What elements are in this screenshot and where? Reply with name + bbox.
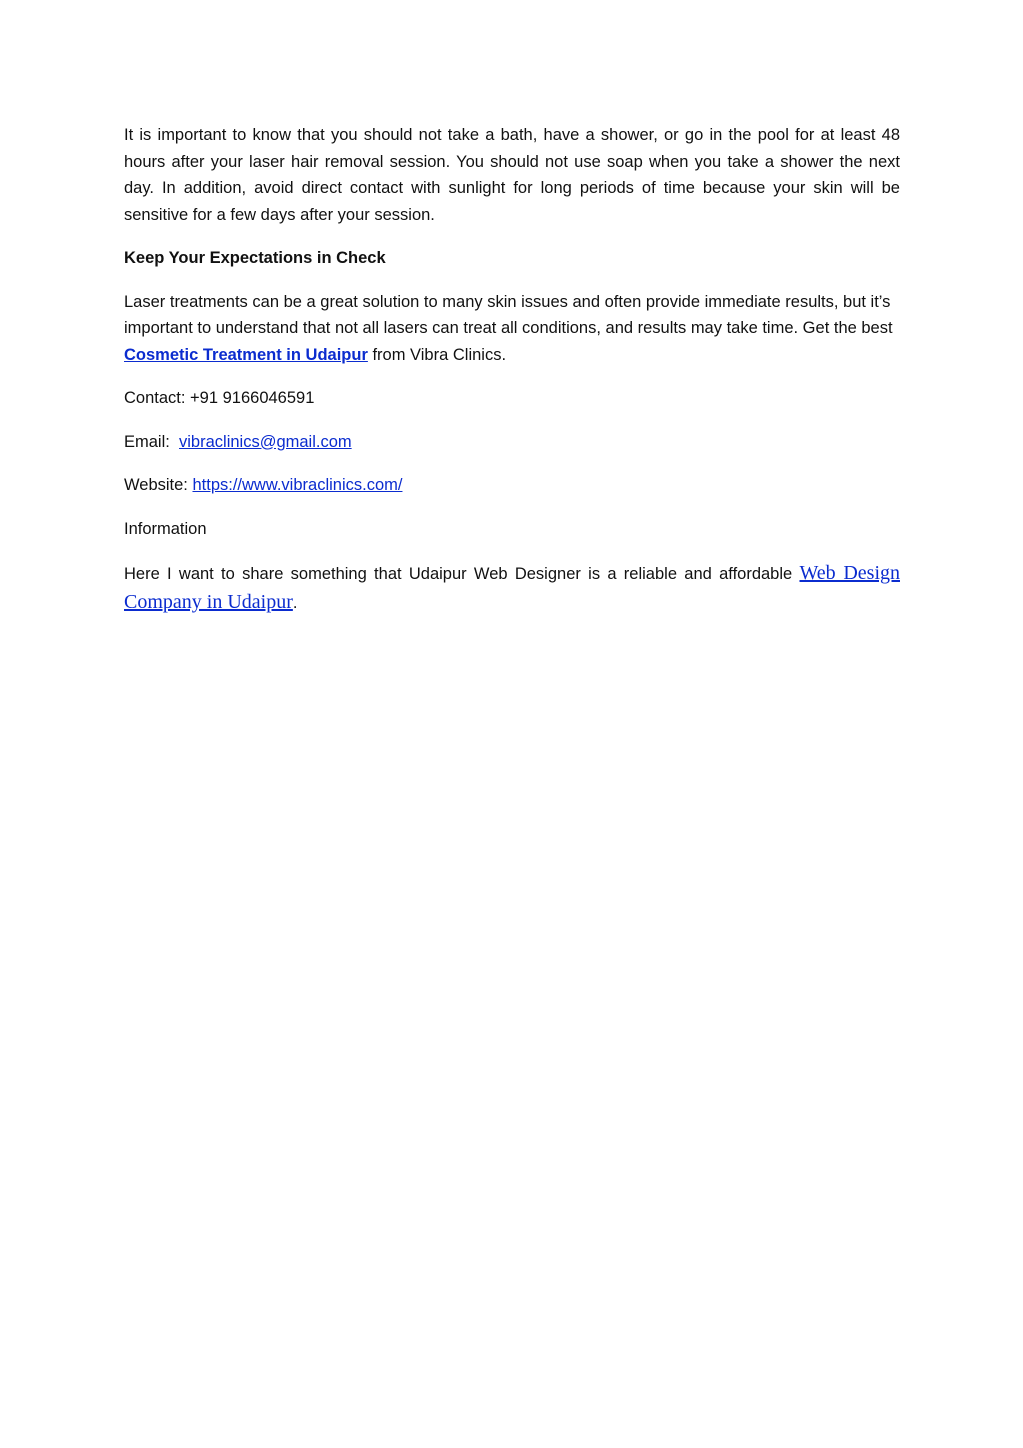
section-heading: Keep Your Expectations in Check (124, 249, 386, 267)
website-link[interactable]: https://www.vibraclinics.com/ (192, 476, 403, 494)
closing-text: Here I want to share something that Udaipur Web Designer is a reliable and affordable (124, 565, 800, 583)
email-line (124, 429, 900, 456)
website-line (124, 472, 900, 499)
paragraph-text-end: from Vibra Clinics. (367, 345, 507, 364)
email-label: Email: (124, 432, 180, 451)
body-paragraph-cosmetic (124, 289, 900, 369)
paragraph-text: Laser treatments can be a great solution to many skin issues and often provide immediate results, but it’s important to understand that not all lasers can treat all conditions, and results may take time. Get the best (124, 292, 893, 337)
cosmetic-treatment-link[interactable]: Cosmetic Treatment in Udaipur (124, 345, 368, 364)
email-link[interactable]: vibraclinics@gmail.com (179, 432, 352, 451)
contact-label: Contact: (124, 389, 191, 407)
contact-line (124, 385, 900, 412)
body-paragraph: It is important to know that you should not take a bath, have a shower, or go in the pool for at least 48 hours after your laser hair removal session. You should not use soap when you take a shower the next day. In addition, avoid direct contact with sunlight for long periods of time because your skin will be sensitive for a few days after your session. (124, 126, 900, 224)
website-label: Website: (124, 476, 193, 494)
information-label: Information (124, 519, 207, 538)
web-design-company-link[interactable]: Web Design Company in Udaipur (124, 562, 900, 613)
closing-paragraph (124, 559, 900, 617)
closing-text-end: . (292, 594, 298, 612)
contact-phone: +91 9166046591 (190, 389, 315, 407)
document-page (124, 122, 900, 634)
